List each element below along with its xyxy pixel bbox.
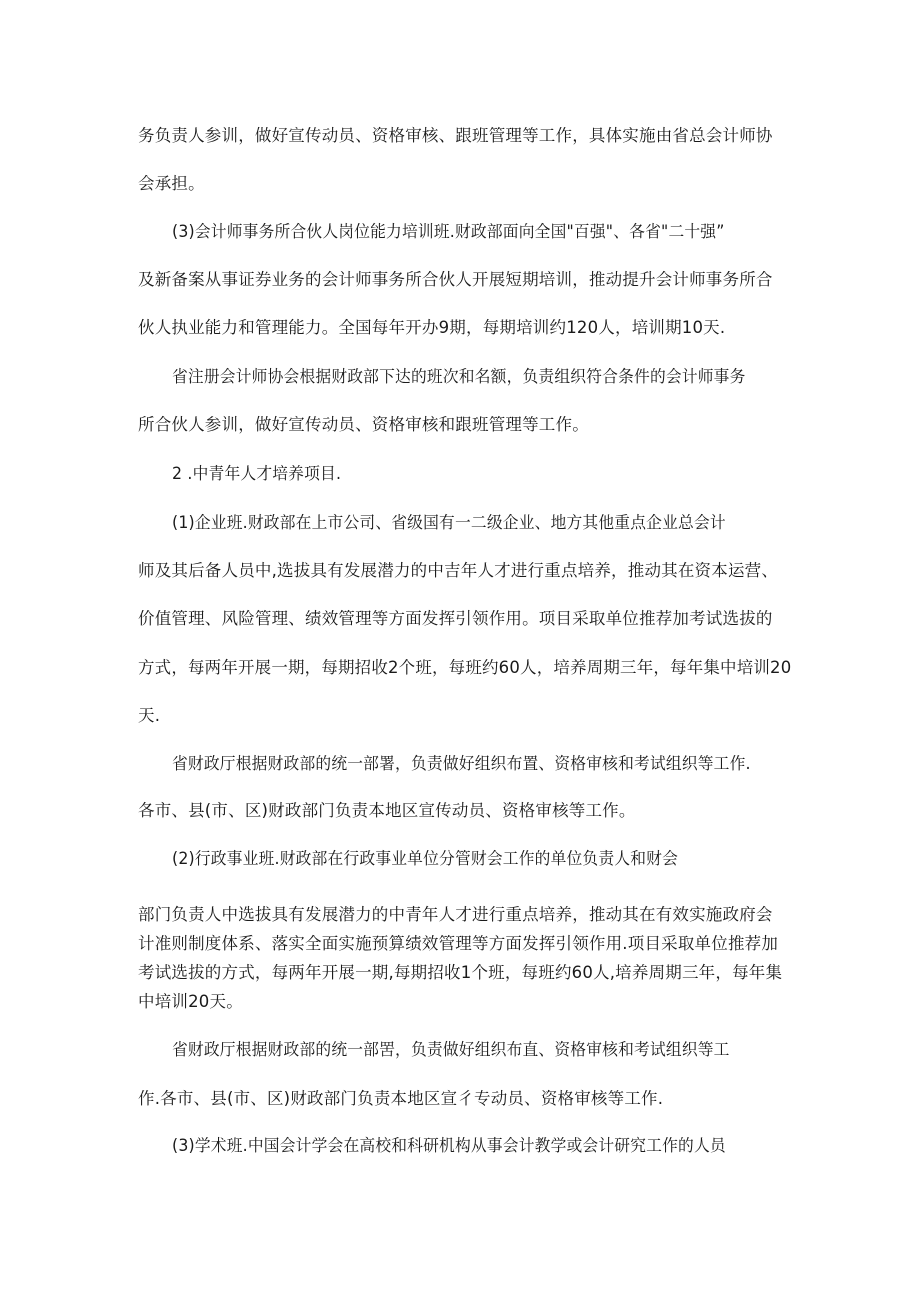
text-line: 省注册会计师协会根据财政部下达的班次和名额，负责组织符合条件的会计师事务 bbox=[172, 367, 746, 386]
text-line: (3)学术班.中国会计学会在高校和科研机构从事会计教学或会计研究工作的人员 bbox=[172, 1136, 726, 1155]
text-line: 省财政厅根据财政部的统一部罟，负责做好组织布直、资格审核和考试组织等工 bbox=[172, 1040, 730, 1059]
text-line: 及新备案从事证券业务的会计师事务所合伙人开展短期培训，推动提升会计师事务所合 bbox=[138, 270, 773, 289]
text-line: 作.各市、县(市、区)财政部门负责本地区宣彳专动员、资格审核等工作. bbox=[138, 1089, 664, 1108]
section-heading: 2 .中青年人才培养项目. bbox=[172, 464, 342, 483]
text-line: 省财政厅根据财政部的统一部署，负责做好组织布置、资格审核和考试组织等工作. bbox=[172, 754, 751, 773]
text-line: 务负责人参训，做好宣传动员、资格审核、跟班管理等工作，具体实施由省总会计师协 bbox=[138, 126, 773, 145]
text-line: 计准则制度体系、落实全面实施预算绩效管理等方面发挥引领作用.项目采取单位推荐加 bbox=[138, 934, 779, 953]
text-line: (3)会计师事务所合伙人岗位能力培训班.财政部面向全国"百强"、各省"二十强” bbox=[172, 222, 725, 241]
text-line: 中培训20天。 bbox=[138, 992, 243, 1011]
text-line: 方式，每两年开展一期，每期招收2个班，每班约60人，培养周期三年，每年集中培训20 bbox=[138, 658, 792, 677]
text-line: 会承担。 bbox=[138, 174, 205, 193]
text-line: (1)企业班.财政部在上市公司、省级国有一二级企业、地方其他重点企业总会计 bbox=[172, 513, 726, 532]
text-line: 所合伙人参训，做好宣传动员、资格审核和跟班管理等工作。 bbox=[138, 415, 589, 434]
text-line: 考试选拔的方式，每两年开展一期,每期招收1个班，每班约60人,培养周期三年，每年集 bbox=[138, 963, 783, 982]
text-line: 师及其后备人员中,选拔具有发展潜力的中吉年人才进行重点培养，推动其在资本运营、 bbox=[138, 561, 779, 580]
text-line: 伙人执业能力和管理能力。全国每年开办9期，每期培训约120人，培训期10天. bbox=[138, 318, 726, 337]
text-line: (2)行政事业班.财政部在行政事业单位分管财会工作的单位负责人和财会 bbox=[172, 849, 679, 868]
text-line: 各市、县(市、区)财政部门负责本地区宣传动员、资格审核等工作。 bbox=[138, 801, 636, 820]
text-line: 价值管理、风险管理、绩效管理等方面发挥引领作用。项目采取单位推荐加考试选拔的 bbox=[138, 609, 773, 628]
text-line: 天. bbox=[138, 706, 161, 725]
text-line: 部门负责人中选拔具有发展潜力的中青年人才进行重点培养，推动其在有效实施政府会 bbox=[138, 905, 773, 924]
